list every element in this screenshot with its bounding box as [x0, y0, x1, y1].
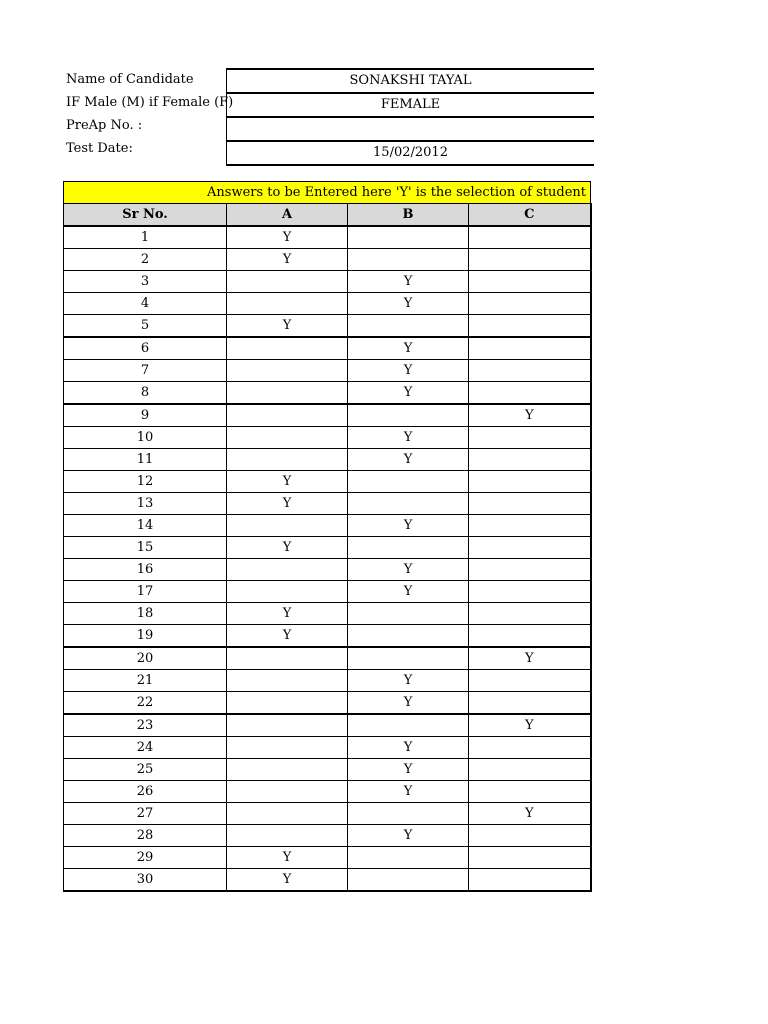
sr-no-cell: 24: [64, 737, 227, 759]
option-a-cell[interactable]: [227, 825, 348, 847]
sr-no-cell: 10: [64, 427, 227, 449]
option-a-cell[interactable]: Y: [227, 603, 348, 625]
option-c-cell[interactable]: [469, 427, 591, 449]
option-a-cell[interactable]: [227, 759, 348, 781]
sr-no-cell: 22: [64, 692, 227, 715]
option-b-cell[interactable]: Y: [348, 759, 469, 781]
option-a-cell[interactable]: [227, 714, 348, 737]
table-row: [64, 714, 591, 737]
sr-no-cell: 29: [64, 847, 227, 869]
option-b-cell[interactable]: Y: [348, 781, 469, 803]
table-row: [64, 692, 591, 715]
option-a-cell[interactable]: [227, 449, 348, 471]
table-row: [64, 803, 591, 825]
answer-rows: [64, 226, 591, 891]
table-row: [64, 293, 591, 315]
option-c-cell[interactable]: [469, 471, 591, 493]
table-row: [64, 670, 591, 692]
option-b-cell[interactable]: Y: [348, 382, 469, 405]
option-a-cell[interactable]: [227, 692, 348, 715]
preap-cell[interactable]: [227, 117, 595, 141]
option-a-cell[interactable]: [227, 803, 348, 825]
option-c-cell[interactable]: [469, 603, 591, 625]
option-a-cell[interactable]: [227, 293, 348, 315]
header-b: B: [348, 204, 469, 227]
option-a-cell[interactable]: [227, 337, 348, 360]
option-c-cell[interactable]: [469, 293, 591, 315]
option-c-cell[interactable]: [469, 271, 591, 293]
table-row: [64, 427, 591, 449]
option-c-cell[interactable]: [469, 249, 591, 271]
option-a-cell[interactable]: Y: [227, 625, 348, 648]
header-c: C: [469, 204, 591, 227]
option-b-cell[interactable]: Y: [348, 559, 469, 581]
option-c-cell[interactable]: Y: [469, 647, 591, 670]
option-a-cell[interactable]: Y: [227, 537, 348, 559]
table-row: [64, 515, 591, 537]
option-a-cell[interactable]: [227, 781, 348, 803]
option-a-cell[interactable]: [227, 382, 348, 405]
candidate-info-table: [226, 68, 594, 166]
option-c-cell[interactable]: [469, 869, 591, 892]
option-a-cell[interactable]: [227, 360, 348, 382]
sr-no-cell: 15: [64, 537, 227, 559]
table-row: [64, 404, 591, 427]
option-c-cell[interactable]: [469, 559, 591, 581]
option-c-cell[interactable]: [469, 625, 591, 648]
option-a-cell[interactable]: Y: [227, 315, 348, 338]
option-c-cell[interactable]: [469, 737, 591, 759]
table-row: [64, 471, 591, 493]
option-b-cell[interactable]: Y: [348, 271, 469, 293]
option-c-cell[interactable]: Y: [469, 714, 591, 737]
sr-no-cell: 19: [64, 625, 227, 648]
option-b-cell[interactable]: [348, 625, 469, 648]
name-row: [227, 69, 595, 93]
option-c-cell[interactable]: Y: [469, 803, 591, 825]
gender-cell[interactable]: FEMALE: [227, 93, 595, 117]
option-b-cell[interactable]: [348, 493, 469, 515]
option-b-cell[interactable]: Y: [348, 581, 469, 603]
table-row: [64, 271, 591, 293]
sr-no-cell: 11: [64, 449, 227, 471]
option-a-cell[interactable]: [227, 670, 348, 692]
option-c-cell[interactable]: [469, 537, 591, 559]
option-a-cell[interactable]: [227, 559, 348, 581]
header-sr-no: Sr No.: [64, 204, 227, 227]
table-row: [64, 382, 591, 405]
table-row: [64, 759, 591, 781]
table-row: [64, 315, 591, 338]
test-date-row: [227, 141, 595, 165]
sr-no-cell: 2: [64, 249, 227, 271]
test-date-label: Test Date:: [66, 141, 133, 156]
option-c-cell[interactable]: [469, 825, 591, 847]
option-b-cell[interactable]: [348, 315, 469, 338]
option-a-cell[interactable]: Y: [227, 493, 348, 515]
option-b-cell[interactable]: Y: [348, 427, 469, 449]
option-b-cell[interactable]: Y: [348, 449, 469, 471]
table-row: [64, 537, 591, 559]
sr-no-cell: 1: [64, 226, 227, 249]
option-b-cell[interactable]: [348, 869, 469, 892]
sr-no-cell: 27: [64, 803, 227, 825]
candidate-name-cell[interactable]: SONAKSHI TAYAL: [227, 69, 595, 93]
option-c-cell[interactable]: [469, 337, 591, 360]
option-c-cell[interactable]: [469, 847, 591, 869]
sr-no-cell: 25: [64, 759, 227, 781]
table-row: [64, 581, 591, 603]
sr-no-cell: 3: [64, 271, 227, 293]
option-a-cell[interactable]: Y: [227, 847, 348, 869]
option-b-cell[interactable]: Y: [348, 293, 469, 315]
option-b-cell[interactable]: Y: [348, 670, 469, 692]
table-row: [64, 625, 591, 648]
option-c-cell[interactable]: [469, 759, 591, 781]
name-label: Name of Candidate: [66, 72, 194, 87]
option-a-cell[interactable]: [227, 271, 348, 293]
option-b-cell[interactable]: [348, 847, 469, 869]
sr-no-cell: 28: [64, 825, 227, 847]
table-row: [64, 647, 591, 670]
option-b-cell[interactable]: [348, 714, 469, 737]
option-c-cell[interactable]: [469, 360, 591, 382]
option-c-cell[interactable]: [469, 493, 591, 515]
table-row: [64, 493, 591, 515]
option-a-cell[interactable]: [227, 404, 348, 427]
table-row: [64, 559, 591, 581]
sr-no-cell: 13: [64, 493, 227, 515]
option-a-cell[interactable]: Y: [227, 869, 348, 892]
table-row: [64, 337, 591, 360]
option-b-cell[interactable]: Y: [348, 737, 469, 759]
sr-no-cell: 5: [64, 315, 227, 338]
option-b-cell[interactable]: Y: [348, 515, 469, 537]
option-c-cell[interactable]: [469, 515, 591, 537]
sr-no-cell: 21: [64, 670, 227, 692]
table-row: [64, 226, 591, 249]
table-row: [64, 603, 591, 625]
sr-no-cell: 12: [64, 471, 227, 493]
option-c-cell[interactable]: [469, 692, 591, 715]
option-b-cell[interactable]: [348, 603, 469, 625]
sr-no-cell: 8: [64, 382, 227, 405]
preap-label: PreAp No. :: [66, 118, 143, 133]
candidate-labels: [66, 68, 233, 160]
sr-no-cell: 9: [64, 404, 227, 427]
option-c-cell[interactable]: [469, 449, 591, 471]
answers-banner: Answers to be Entered here 'Y' is the selection of student: [64, 182, 591, 204]
option-c-cell[interactable]: [469, 781, 591, 803]
option-a-cell[interactable]: [227, 427, 348, 449]
table-row: [64, 825, 591, 847]
preap-row: [227, 117, 595, 141]
option-b-cell[interactable]: [348, 803, 469, 825]
option-b-cell[interactable]: [348, 226, 469, 249]
table-row: [64, 847, 591, 869]
option-c-cell[interactable]: Y: [469, 404, 591, 427]
option-b-cell[interactable]: [348, 249, 469, 271]
sr-no-cell: 14: [64, 515, 227, 537]
sr-no-cell: 18: [64, 603, 227, 625]
table-row: [64, 449, 591, 471]
gender-row: [227, 93, 595, 117]
sr-no-cell: 7: [64, 360, 227, 382]
option-b-cell[interactable]: [348, 537, 469, 559]
option-b-cell[interactable]: [348, 647, 469, 670]
option-b-cell[interactable]: [348, 471, 469, 493]
option-a-cell[interactable]: [227, 515, 348, 537]
option-b-cell[interactable]: Y: [348, 337, 469, 360]
option-a-cell[interactable]: [227, 581, 348, 603]
option-c-cell[interactable]: [469, 670, 591, 692]
sr-no-cell: 20: [64, 647, 227, 670]
option-b-cell[interactable]: Y: [348, 692, 469, 715]
option-c-cell[interactable]: [469, 382, 591, 405]
option-b-cell[interactable]: Y: [348, 360, 469, 382]
table-row: [64, 360, 591, 382]
sr-no-cell: 4: [64, 293, 227, 315]
option-c-cell[interactable]: [469, 315, 591, 338]
option-a-cell[interactable]: Y: [227, 226, 348, 249]
sr-no-cell: 17: [64, 581, 227, 603]
sr-no-cell: 16: [64, 559, 227, 581]
table-row: [64, 737, 591, 759]
option-a-cell[interactable]: Y: [227, 249, 348, 271]
answers-table: [63, 181, 592, 892]
header-row: [64, 204, 591, 227]
test-date-cell[interactable]: 15/02/2012: [227, 141, 595, 165]
option-b-cell[interactable]: [348, 404, 469, 427]
banner-row: [64, 182, 591, 204]
gender-label: IF Male (M) if Female (F): [66, 95, 234, 110]
sr-no-cell: 6: [64, 337, 227, 360]
option-b-cell[interactable]: Y: [348, 825, 469, 847]
option-a-cell[interactable]: [227, 737, 348, 759]
sr-no-cell: 30: [64, 869, 227, 892]
option-a-cell[interactable]: [227, 647, 348, 670]
option-c-cell[interactable]: [469, 581, 591, 603]
table-row: [64, 869, 591, 892]
sr-no-cell: 26: [64, 781, 227, 803]
table-row: [64, 249, 591, 271]
option-c-cell[interactable]: [469, 226, 591, 249]
sr-no-cell: 23: [64, 714, 227, 737]
header-a: A: [227, 204, 348, 227]
table-row: [64, 781, 591, 803]
option-a-cell[interactable]: Y: [227, 471, 348, 493]
